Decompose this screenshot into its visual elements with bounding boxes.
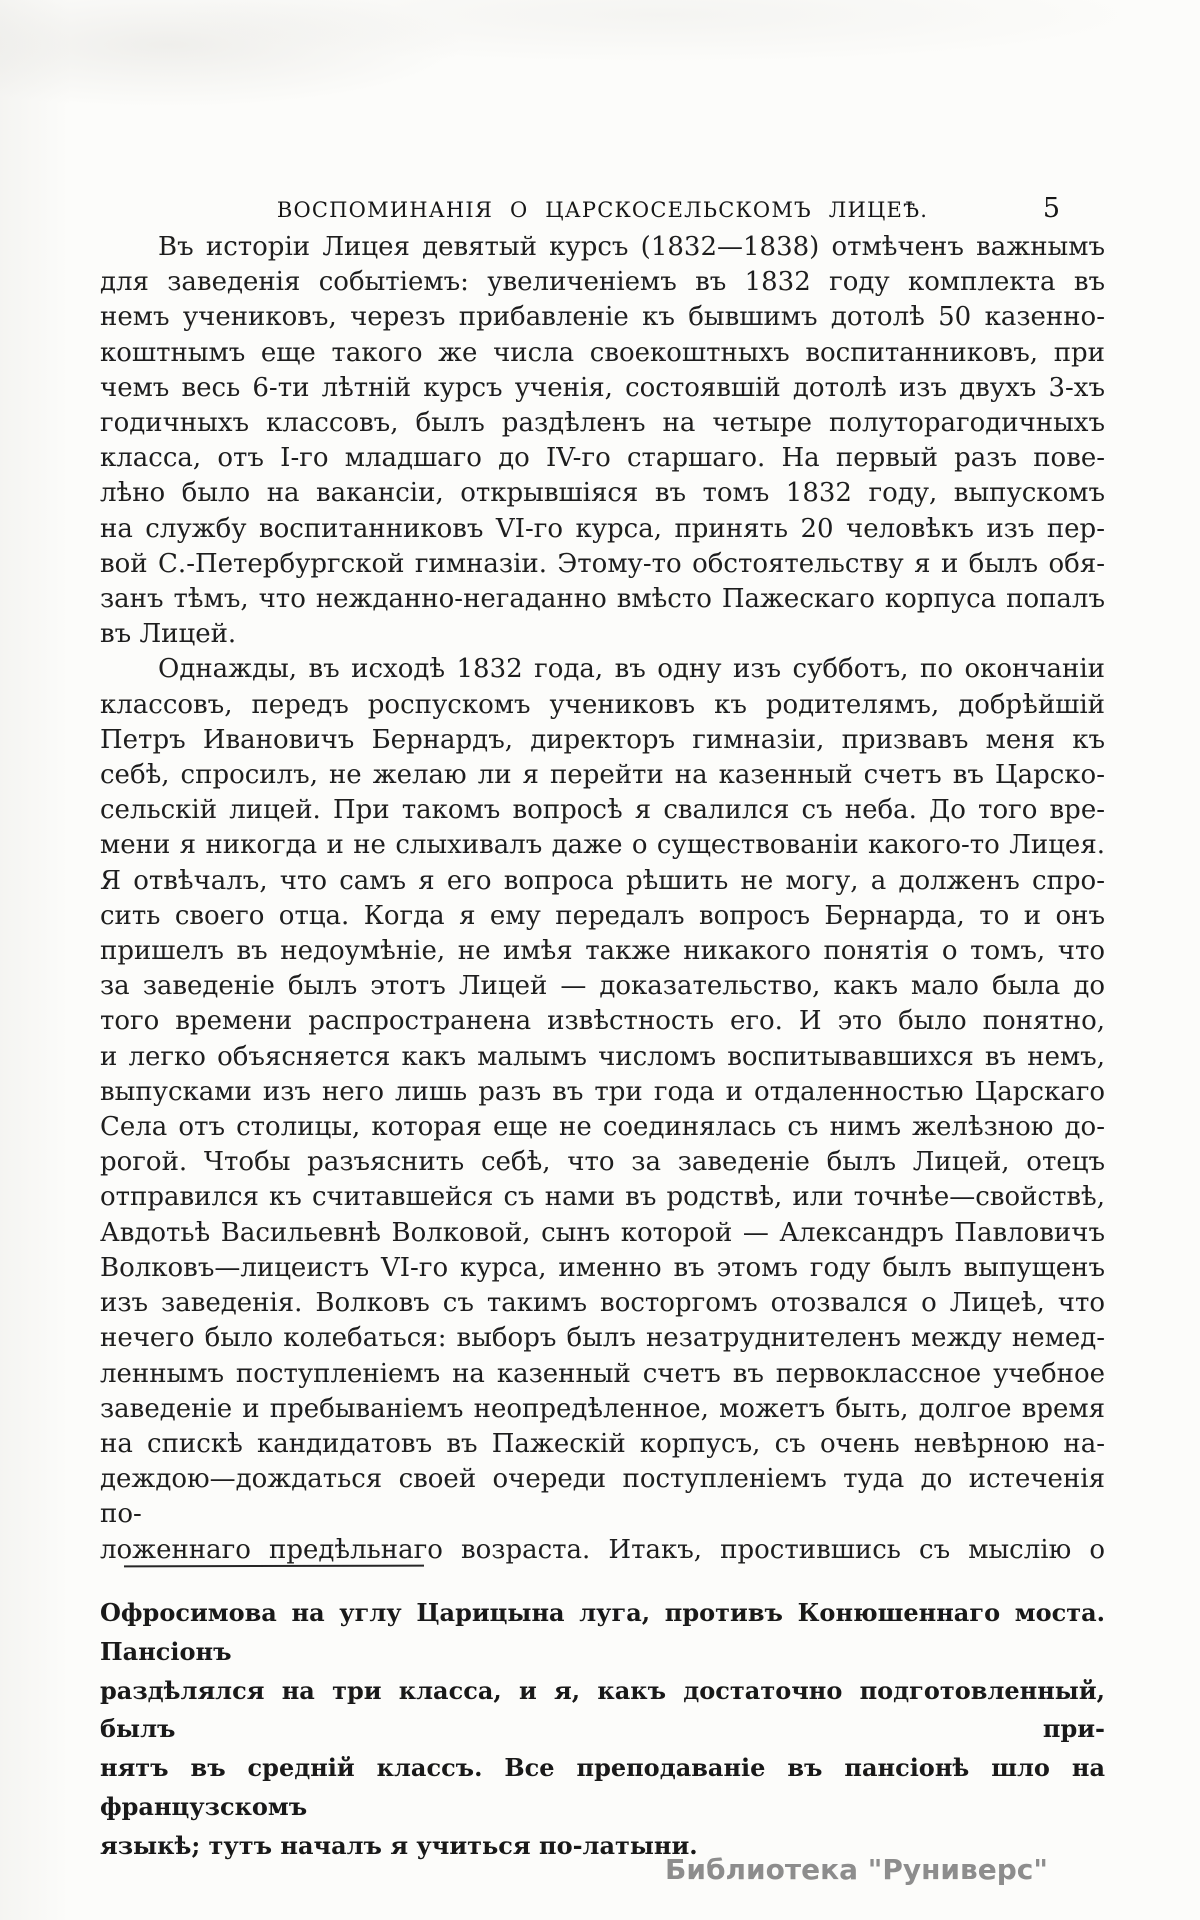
text-line: Петръ Ивановичъ Бернардъ, директоръ гимназіи, призвавъ меня къ [100,724,1105,755]
text-line: себѣ, спросилъ, не желаю ли я перейти на казенный счетъ въ Царско- [100,760,1105,791]
text-line: на службу воспитанниковъ VI-го курса, принять 20 человѣкъ изъ пер- [100,513,1105,544]
text-line: Однажды, въ исходѣ 1832 года, въ одну изъ субботъ, по окончаніи [158,654,1105,685]
text-line: класса, отъ I-го младшаго до IV-го старшаго. На первый разъ пове- [100,443,1105,474]
text-line: нятъ въ средній классъ. Все преподаваніе въ пансіонѣ шло на французскомъ [100,1753,1105,1821]
text-line: на спискѣ кандидатовъ въ Пажескій корпусъ, съ очень невѣрною на- [100,1428,1105,1459]
text-line: ложеннаго предѣльнаго возраста. Итакъ, простившись съ мыслію о [100,1534,1105,1565]
text-line: лѣно было на вакансіи, открывшіяся въ томъ 1832 году, выпускомъ [100,478,1105,509]
text-line: Въ исторіи Лицея девятый курсъ (1832—1838) отмѣченъ важнымъ [158,232,1105,262]
scan-artifact-left [0,0,70,1920]
text-line: Я отвѣчалъ, что самъ я его вопроса рѣшить не могу, а долженъ спро- [100,865,1105,896]
text-line: рогой. Чтобы разъяснить себѣ, что за заведеніе былъ Лицей, отецъ [100,1147,1105,1178]
text-line: пришелъ въ недоумѣніе, не имѣя также никакого понятія о томъ, что [100,936,1105,967]
text-line: немъ учениковъ, черезъ прибавленіе къ бывшимъ дотолѣ 50 казенно- [100,302,1105,333]
text-line: классовъ, передъ роспускомъ учениковъ къ родителямъ, добрѣйшій [100,689,1105,720]
text-line: въ Лицей. [100,619,237,650]
text-line: нечего было колебаться: выборъ былъ незатруднителенъ между немед- [100,1323,1105,1354]
page-number: 5 [1042,193,1060,224]
text-line: коштнымъ еще такого же числа своекоштныхъ воспитанниковъ, при [100,337,1105,368]
text-line: и легко объясняется какъ малымъ числомъ воспитывавшихся въ немъ, [100,1041,1105,1072]
paragraph-1 [100,230,1105,652]
text-line: Авдотьѣ Васильевнѣ Волковой, сынъ которой — Александръ Павловичъ [100,1217,1105,1248]
text-line: того времени распространена извѣстность его. И это было понятно, [100,1006,1105,1037]
text-line: вой С.-Петербургской гимназіи. Этому-то обстоятельству я и былъ обя- [100,548,1105,579]
body-text [100,230,1105,1568]
text-line: деждою—дождаться своей очереди поступленіемъ туда до истеченія по- [100,1464,1105,1530]
paragraph-2 [100,652,1105,1567]
text-line: языкѣ; тутъ началъ я учиться по-латыни. [100,1830,698,1860]
text-line: для заведенія событіемъ: увеличеніемъ въ 1832 году комплекта въ [100,267,1105,298]
text-line: отправился къ считавшейся съ нами въ родствѣ, или точнѣе—свойствѣ, [100,1182,1105,1213]
text-line: годичныхъ классовъ, былъ раздѣленъ на четыре полуторагодичныхъ [100,408,1105,439]
text-line: мени я никогда и не слыхивалъ даже о существованіи какого-то Лицея. [100,830,1105,861]
text-line: сельскій лицей. При такомъ вопросѣ я свалился съ неба. До того вре- [100,795,1105,826]
page-header [100,193,1105,228]
footnote [100,1594,1105,1866]
text-line: чемъ весь 6-ти лѣтній курсъ ученія, состоявшій дотолѣ изъ двухъ 3-хъ [100,372,1105,403]
text-line: раздѣлялся на три класса, и я, какъ достаточно подготовленный, былъ при- [100,1675,1105,1744]
text-line: за заведеніе былъ этотъ Лицей — доказательство, какъ мало была до [100,971,1105,1002]
scan-artifact-top [0,0,1200,150]
text-line: Волковъ—лицеистъ VI-го курса, именно въ этомъ году былъ выпущенъ [100,1252,1105,1283]
library-watermark: Библиотека "Руниверс" [664,1853,1048,1886]
text-line: леннымъ поступленіемъ на казенный счетъ въ первоклассное учебное [100,1358,1105,1389]
text-line: выпусками изъ него лишь разъ въ три года и отдаленностью Царскаго [100,1076,1105,1107]
text-line: заведеніе и пребываніемъ неопредѣленное, можетъ быть, долгое время [100,1393,1105,1424]
text-line: изъ заведенія. Волковъ съ такимъ восторгомъ отозвался о Лицеѣ, что [100,1288,1105,1319]
text-line: Села отъ столицы, которая еще не соединялась съ нимъ желѣзною до- [100,1112,1105,1143]
text-line: сить своего отца. Когда я ему передалъ вопросъ Бернарда, то и онъ [100,900,1105,931]
running-title: ВОСПОМИНАНІЯ О ЦАРСКОСЕЛЬСКОМЪ ЛИЦЕѢ. [276,198,929,222]
text-line: занъ тѣмъ, что нежданно-негаданно вмѣсто Пажескаго корпуса попалъ [100,584,1105,615]
text-line: Офросимова на углу Царицына луга, противъ Конюшеннаго моста. Пансіонъ [100,1598,1105,1666]
